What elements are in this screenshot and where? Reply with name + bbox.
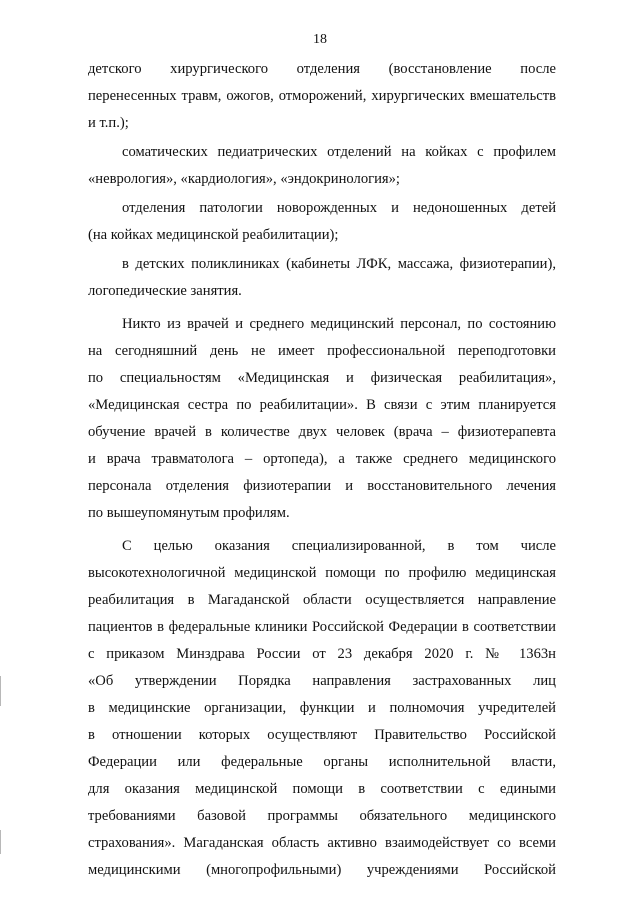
- text-line: «Медицинская сестра по реабилитации». В связи с этим планируется: [88, 397, 556, 413]
- text-line: логопедические занятия.: [88, 283, 242, 299]
- text-line: С целью оказания специализированной, в том числе: [122, 538, 556, 554]
- text-line: с приказом Минздрава России от 23 декабря 2020 г. № 1363н: [88, 646, 556, 662]
- scan-edge-mark: [0, 830, 1, 854]
- text-line: «неврология», «кардиология», «эндокринология»;: [88, 171, 400, 187]
- page-number: 18: [313, 32, 327, 47]
- text-line: высокотехнологичной медицинской помощи по профилю медицинская: [88, 565, 556, 581]
- text-line: по специальностям «Медицинская и физическая реабилитация»,: [88, 370, 556, 386]
- text-line: в детских поликлиниках (кабинеты ЛФК, массажа, физиотерапии),: [122, 256, 556, 272]
- text-line: персонала отделения физиотерапии и восстановительного лечения: [88, 478, 556, 494]
- paragraph-federal-clinics: [88, 533, 556, 884]
- text-line: пациентов в федеральные клиники Российской Федерации в соответствии: [88, 619, 556, 635]
- text-line: в отношении которых осуществляют Правительство Российской: [88, 727, 556, 743]
- text-line: реабилитация в Магаданской области осуществляется направление: [88, 592, 556, 608]
- paragraph-neonatal-department: [88, 195, 556, 249]
- text-line: и т.п.);: [88, 115, 129, 131]
- text-line: требованиями базовой программы обязательного медицинского: [88, 808, 556, 824]
- paragraph-surgical-department: [88, 56, 556, 137]
- text-line: отделения патологии новорожденных и недоношенных детей: [122, 200, 556, 216]
- text-line: в медицинские организации, функции и полномочия учредителей: [88, 700, 556, 716]
- text-line: перенесенных травм, ожогов, отморожений, хирургических вмешательств: [88, 88, 556, 104]
- text-line: детского хирургического отделения (восстановление после: [88, 61, 556, 77]
- text-line: страхования». Магаданская область активно взаимодействует со всеми: [88, 835, 556, 851]
- document-body: [88, 56, 556, 884]
- text-line: соматических педиатрических отделений на койках с профилем: [122, 144, 556, 160]
- text-line: (на койках медицинской реабилитации);: [88, 227, 339, 243]
- text-line: «Об утверждении Порядка направления застрахованных лиц: [88, 673, 556, 689]
- text-line: Федерации или федеральные органы исполнительной власти,: [88, 754, 556, 770]
- paragraph-somatic-departments: [88, 139, 556, 193]
- text-line: обучение врачей в количестве двух человек (врача – физиотерапевта: [88, 424, 556, 440]
- text-line: и врача травматолога – ортопеда), а также среднего медицинского: [88, 451, 556, 467]
- text-line: Никто из врачей и среднего медицинский персонал, по состоянию: [122, 316, 556, 332]
- paragraph-polyclinics: [88, 251, 556, 305]
- text-line: на сегодняшний день не имеет профессиональной переподготовки: [88, 343, 556, 359]
- text-line: для оказания медицинской помощи в соответствии с едиными: [88, 781, 556, 797]
- paragraph-staff-training: [88, 311, 556, 527]
- text-line: по вышеупомянутым профилям.: [88, 505, 290, 521]
- scan-edge-mark: [0, 676, 1, 706]
- text-line: медицинскими (многопрофильными) учреждениями Российской: [88, 862, 556, 878]
